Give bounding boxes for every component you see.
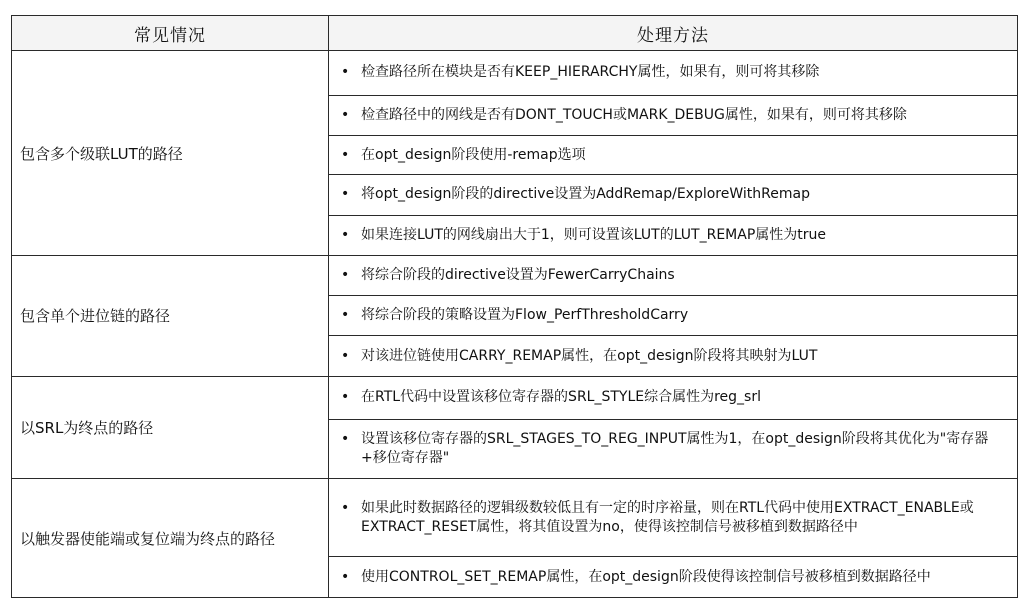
bullet-icon: • bbox=[341, 347, 350, 364]
table-row bbox=[12, 51, 1018, 96]
method-text: 在opt_design阶段使用-remap选项 bbox=[361, 146, 586, 163]
situation-cell: 以SRL为终点的路径 bbox=[12, 376, 329, 479]
method-cell bbox=[329, 215, 1018, 256]
method-cell bbox=[329, 336, 1018, 377]
method-text: 使用CONTROL_SET_REMAP属性，在opt_design阶段使得该控制信号被移植到数据路径中 bbox=[361, 568, 931, 585]
method-cell bbox=[329, 136, 1018, 174]
table-row bbox=[12, 376, 1018, 419]
bullet-icon: • bbox=[341, 499, 350, 516]
method-text: 检查路径中的网线是否有DONT_TOUCH或MARK_DEBUG属性，如果有，则可将其移除 bbox=[361, 107, 907, 124]
bullet-icon: • bbox=[341, 186, 350, 203]
header-situation: 常见情况 bbox=[12, 16, 329, 51]
bullet-icon: • bbox=[341, 146, 350, 163]
method-cell bbox=[329, 95, 1018, 136]
table-row bbox=[12, 479, 1018, 557]
method-cell bbox=[329, 256, 1018, 296]
method-text: 如果连接LUT的网线扇出大于1，则可设置该LUT的LUT_REMAP属性为true bbox=[361, 226, 827, 243]
method-cell bbox=[329, 376, 1018, 419]
bullet-icon: • bbox=[341, 64, 350, 81]
bullet-icon: • bbox=[341, 306, 350, 323]
method-cell bbox=[329, 557, 1018, 598]
remap-methods-table bbox=[11, 15, 1018, 598]
header-method: 处理方法 bbox=[329, 16, 1018, 51]
table-row bbox=[12, 256, 1018, 296]
method-cell bbox=[329, 174, 1018, 215]
bullet-icon: • bbox=[341, 389, 350, 406]
bullet-icon: • bbox=[341, 568, 350, 585]
method-text: 在RTL代码中设置该移位寄存器的SRL_STYLE综合属性为reg_srl bbox=[361, 389, 761, 406]
method-text: 检查路径所在模块是否有KEEP_HIERARCHY属性，如果有，则可将其移除 bbox=[361, 64, 820, 81]
table-header-row bbox=[12, 16, 1018, 51]
bullet-icon: • bbox=[341, 430, 350, 447]
method-text: 将opt_design阶段的directive设置为AddRemap/ExploreWithRemap bbox=[361, 186, 810, 203]
bullet-icon: • bbox=[341, 226, 350, 243]
method-text: 将综合阶段的directive设置为FewerCarryChains bbox=[361, 266, 675, 283]
method-cell bbox=[329, 51, 1018, 96]
method-cell bbox=[329, 419, 1018, 479]
table-body bbox=[12, 51, 1018, 598]
situation-cell: 包含多个级联LUT的路径 bbox=[12, 51, 329, 256]
method-text: 如果此时数据路径的逻辑级数较低且有一定的时序裕量，则在RTL代码中使用EXTRACT_ENABLE或EXTRACT_RESET属性，将其值设置为no，使得该控制信号被移植到数据路径中 bbox=[361, 499, 974, 535]
method-text: 将综合阶段的策略设置为Flow_PerfThresholdCarry bbox=[361, 306, 689, 323]
method-text: 设置该移位寄存器的SRL_STAGES_TO_REG_INPUT属性为1，在opt_design阶段将其优化为"寄存器+移位寄存器" bbox=[361, 430, 989, 466]
method-cell bbox=[329, 295, 1018, 336]
method-text: 对该进位链使用CARRY_REMAP属性，在opt_design阶段将其映射为LUT bbox=[361, 347, 818, 364]
bullet-icon: • bbox=[341, 266, 350, 283]
bullet-icon: • bbox=[341, 107, 350, 124]
situation-cell: 包含单个进位链的路径 bbox=[12, 256, 329, 377]
situation-cell: 以触发器使能端或复位端为终点的路径 bbox=[12, 479, 329, 598]
method-cell bbox=[329, 479, 1018, 557]
